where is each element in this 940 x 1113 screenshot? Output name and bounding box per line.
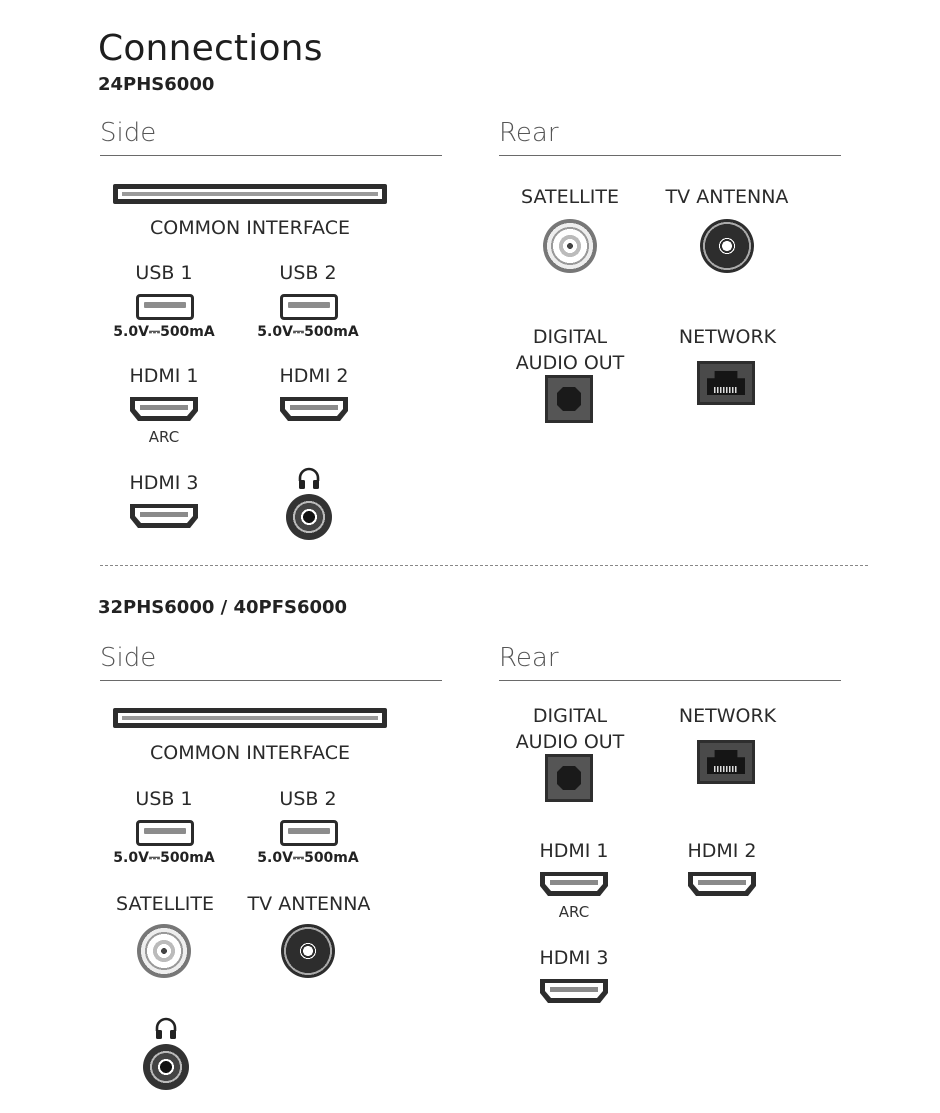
hdmi2-port-icon [278,395,350,423]
digital-audio-out-label-line1: DIGITAL [532,326,608,348]
hdmi3-port-icon [128,502,200,530]
satellite-port-icon-2 [137,924,191,978]
hdmi1-arc-note-2: ARC [558,903,590,921]
headphones-icon-2 [154,1016,178,1040]
tv-antenna-port-icon [700,219,754,273]
rear-rule-block1 [499,155,841,156]
tv-antenna-label-2: TV ANTENNA [247,893,371,915]
model-name-block1: 24PHS6000 [98,74,215,95]
tv-antenna-label: TV ANTENNA [665,186,789,208]
section-divider [100,565,868,566]
network-label-2: NETWORK [678,705,777,727]
common-interface-label: COMMON INTERFACE [150,217,350,239]
digital-audio-out-label-line2-2: AUDIO OUT [515,731,625,753]
satellite-port-icon [543,219,597,273]
side-heading-block2: Side [100,643,157,673]
hdmi3-port-icon-2 [538,977,610,1005]
digital-audio-out-label-line2: AUDIO OUT [515,352,625,374]
satellite-label-2: SATELLITE [116,893,214,915]
usb2-port-icon [280,294,338,320]
usb2-spec: 5.0V⎓500mA [257,324,359,340]
ethernet-port-icon-2 [697,740,755,784]
ethernet-port-icon [697,361,755,405]
usb1-port-icon [136,294,194,320]
usb2-label-2: USB 2 [279,788,337,810]
model-name-block2: 32PHS6000 / 40PFS6000 [98,597,348,618]
headphones-icon [297,466,321,490]
hdmi2-port-icon-2 [686,870,758,898]
network-label: NETWORK [678,326,777,348]
hdmi1-port-icon-2 [538,870,610,898]
hdmi1-arc-note: ARC [148,428,180,446]
hdmi1-port-icon [128,395,200,423]
common-interface-label-2: COMMON INTERFACE [150,742,350,764]
usb1-label: USB 1 [135,262,193,284]
optical-port-icon [545,375,593,423]
hdmi3-label: HDMI 3 [129,472,199,494]
tv-antenna-port-icon-2 [281,924,335,978]
hdmi3-label-2: HDMI 3 [539,947,609,969]
side-heading-block1: Side [100,118,157,148]
usb1-spec: 5.0V⎓500mA [113,324,215,340]
usb1-spec-2: 5.0V⎓500mA [113,850,215,866]
usb2-spec-2: 5.0V⎓500mA [257,850,359,866]
rear-rule-block2 [499,680,841,681]
usb2-label: USB 2 [279,262,337,284]
side-rule-block1 [100,155,442,156]
usb1-label-2: USB 1 [135,788,193,810]
common-interface-slot-icon [113,184,387,204]
usb1-port-icon-2 [136,820,194,846]
satellite-label: SATELLITE [521,186,619,208]
page-title: Connections [98,28,323,69]
headphone-jack-icon [286,494,332,540]
hdmi1-label-2: HDMI 1 [539,840,609,862]
side-rule-block2 [100,680,442,681]
hdmi2-label-2: HDMI 2 [687,840,757,862]
rear-heading-block2: Rear [499,643,559,673]
optical-port-icon-2 [545,754,593,802]
headphone-jack-icon-2 [143,1044,189,1090]
common-interface-slot-icon-2 [113,708,387,728]
digital-audio-out-label-line1-2: DIGITAL [532,705,608,727]
usb2-port-icon-2 [280,820,338,846]
hdmi2-label: HDMI 2 [279,365,349,387]
hdmi1-label: HDMI 1 [129,365,199,387]
rear-heading-block1: Rear [499,118,559,148]
